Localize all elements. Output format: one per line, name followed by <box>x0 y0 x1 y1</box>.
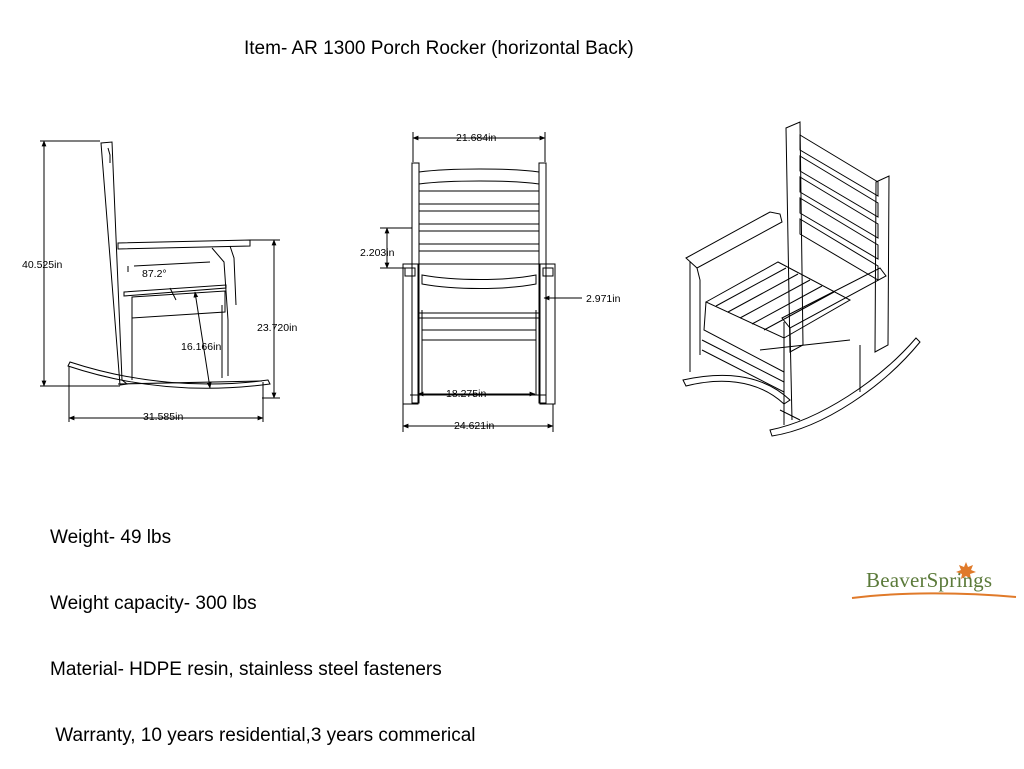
front-view <box>380 132 582 432</box>
spec-material: Material- HDPE resin, stainless steel fasteners <box>50 659 442 680</box>
logo-text-springs: Springs <box>926 568 993 592</box>
label-overall-width: 24.621in <box>454 420 495 432</box>
label-seat-width: 18.275in <box>446 388 487 400</box>
iso-rocker-left <box>683 375 790 404</box>
label-base-length: 31.585in <box>143 411 184 423</box>
beaver-springs-logo <box>866 566 1006 606</box>
side-rocker <box>68 362 270 388</box>
logo-text-beaver: Beaver <box>866 568 927 592</box>
side-view <box>40 141 280 422</box>
label-seat-depth: 16.166in <box>181 341 222 353</box>
spec-weight: Weight- 49 lbs <box>50 527 172 548</box>
side-back-post <box>101 142 127 385</box>
iso-view <box>683 122 920 436</box>
page-title: Item- AR 1300 Porch Rocker (horizontal Back) <box>244 38 634 59</box>
spec-capacity: Weight capacity- 300 lbs <box>50 593 257 614</box>
label-back-width: 21.684in <box>456 132 497 144</box>
front-arm-right <box>540 264 555 404</box>
spec-warranty: Warranty, 10 years residential,3 years commerical <box>50 725 476 746</box>
dim-line-seat-depth <box>195 292 210 388</box>
front-arm-left <box>403 264 418 404</box>
iso-rocker-right <box>770 338 920 436</box>
label-slat-spacing: 2.203in <box>360 247 395 259</box>
label-arm-height: 23.720in <box>257 322 298 334</box>
spec-list <box>50 483 476 769</box>
label-height-total: 40.525in <box>22 259 63 271</box>
label-arm-width: 2.971in <box>586 293 621 305</box>
label-angle: 87.2° <box>142 268 167 280</box>
iso-arm-right <box>782 268 886 328</box>
iso-arm-left <box>686 212 782 268</box>
logo-text <box>866 568 992 593</box>
